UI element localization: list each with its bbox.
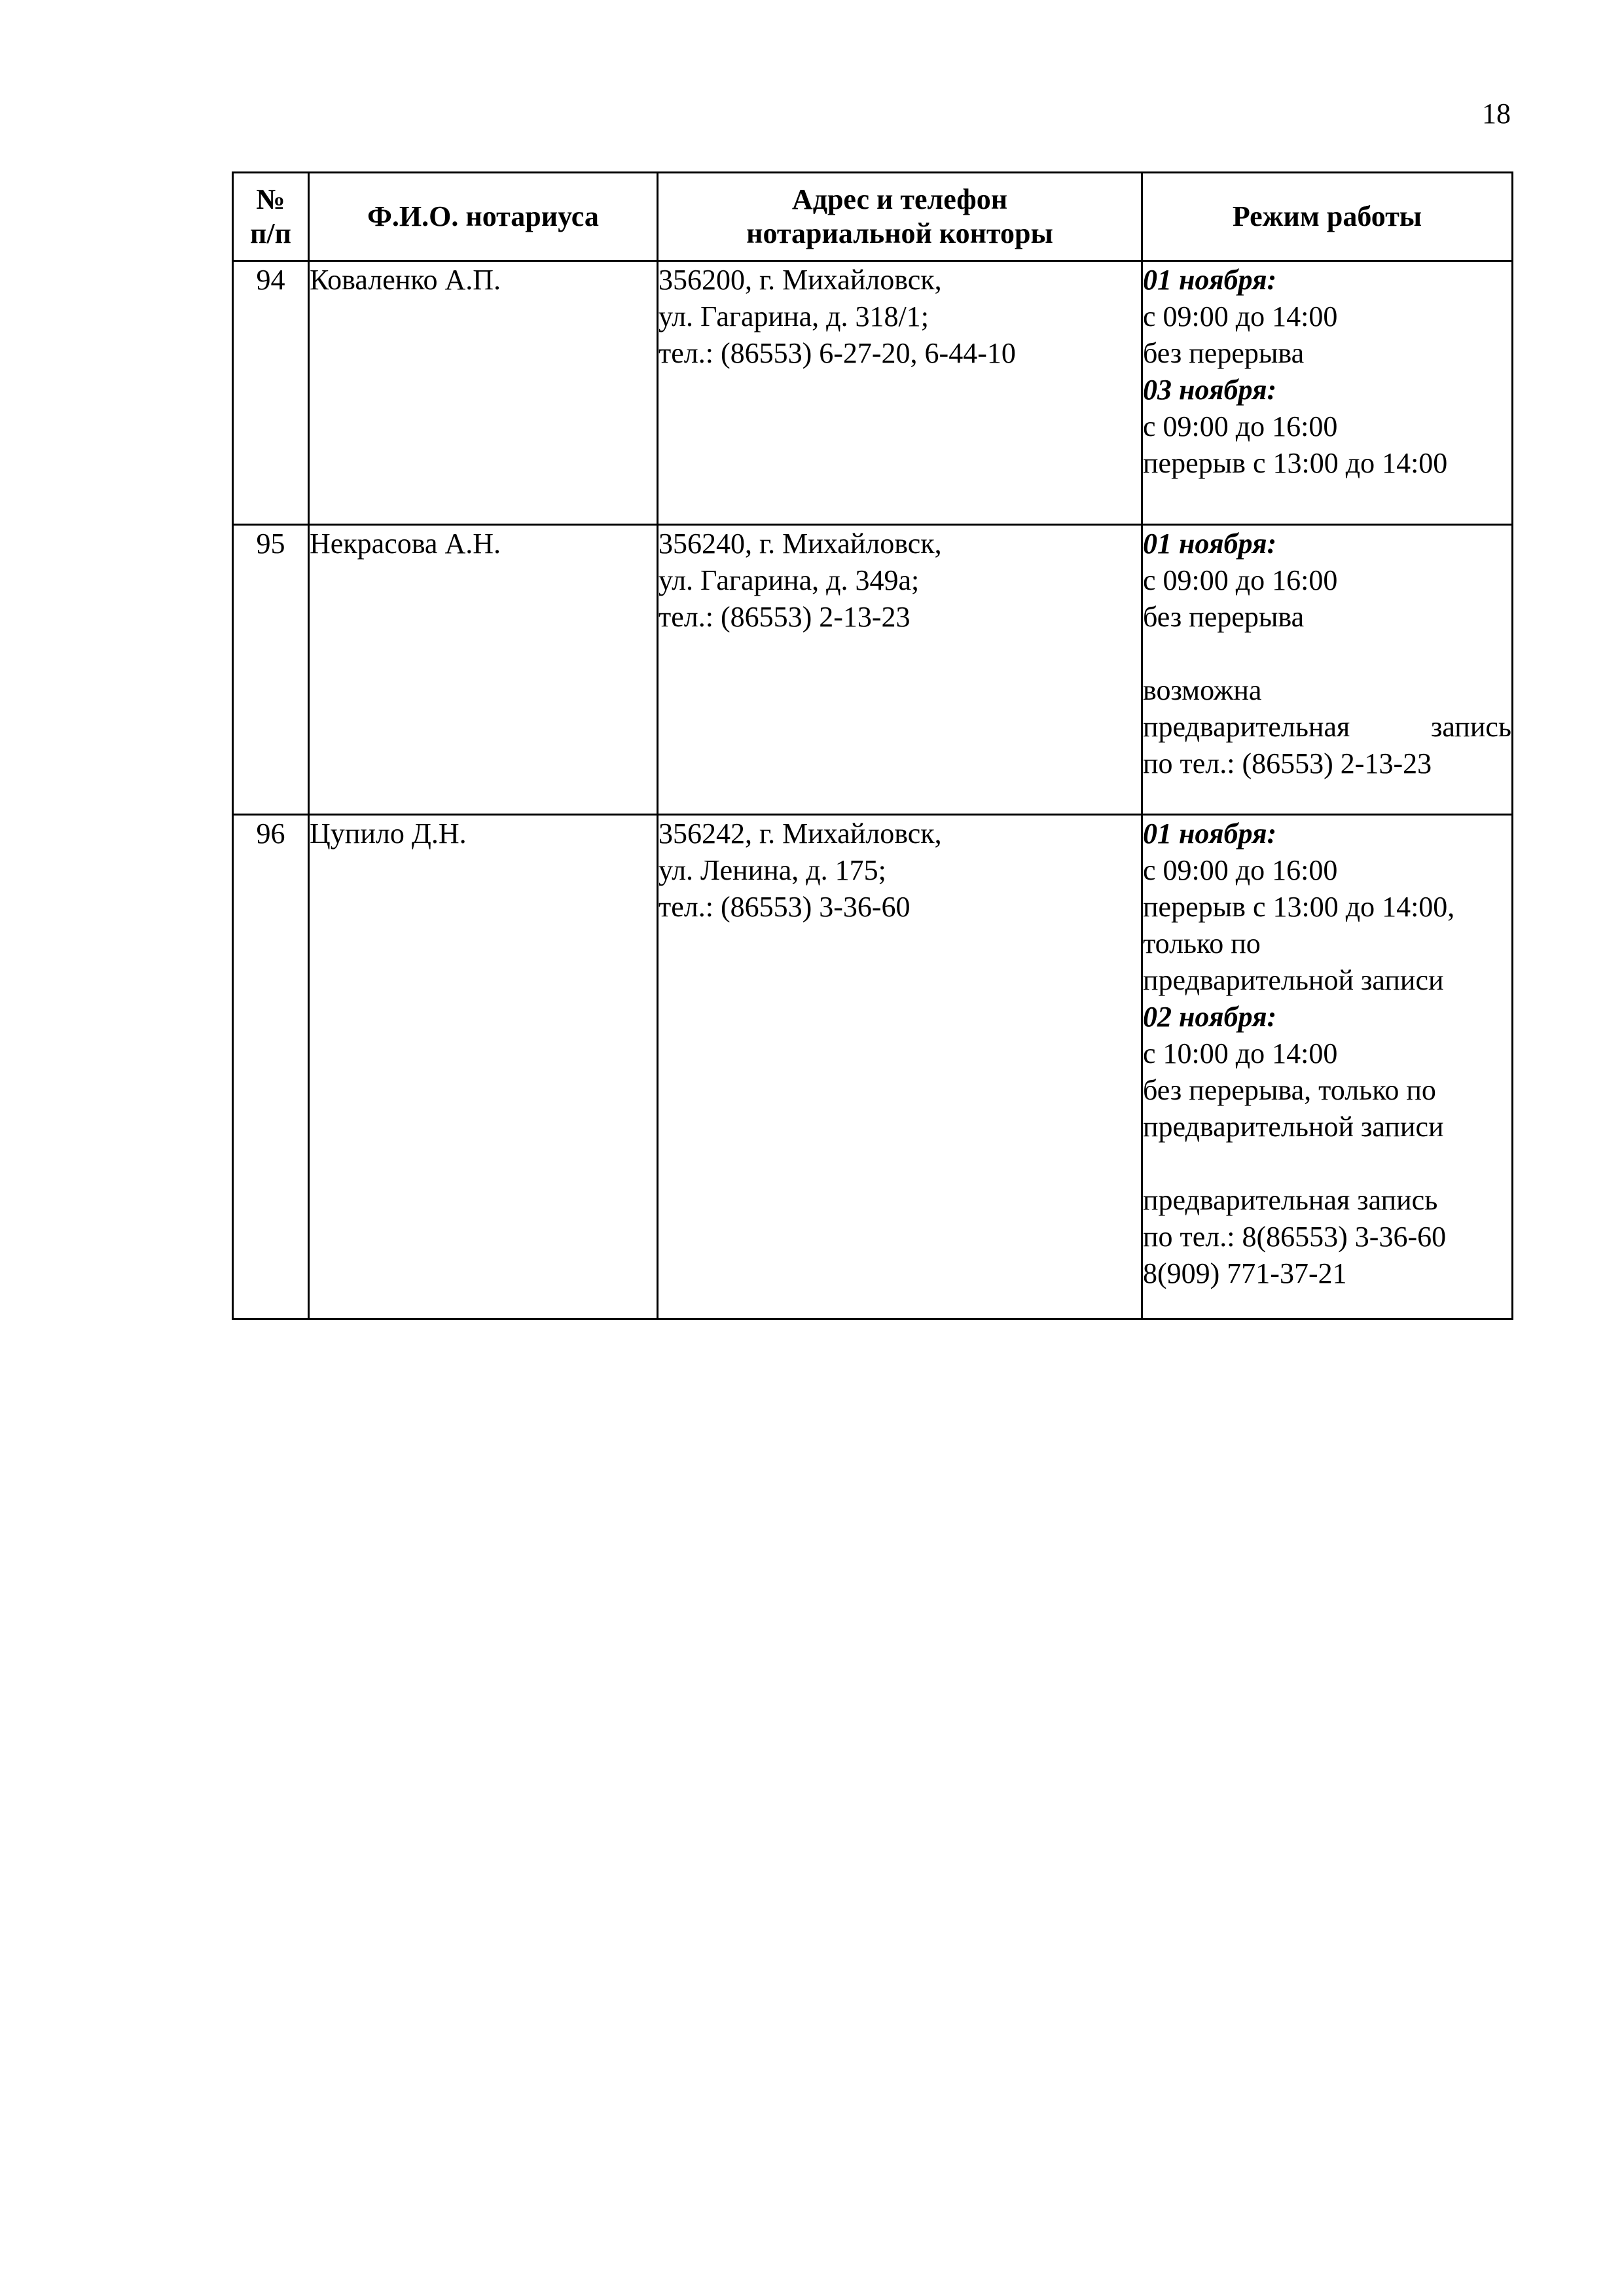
schedule-cell <box>1142 815 1513 1319</box>
address-line: ул. Гагарина, д. 318/1; <box>659 300 929 332</box>
table-row <box>233 815 1513 1319</box>
address-line: 356242, г. Михайловск, <box>659 817 942 850</box>
schedule-line: с 09:00 до 14:00 <box>1143 300 1338 332</box>
table-row <box>233 261 1513 525</box>
schedule-line: с 09:00 до 16:00 <box>1143 410 1338 442</box>
schedule-line: без перерыва <box>1143 601 1305 633</box>
appointment-note-line: предварительная запись <box>1143 1184 1438 1216</box>
schedule-date-label: 02 ноября: <box>1143 1001 1277 1033</box>
row-number-cell: 96 <box>233 815 309 1319</box>
header-notary-name <box>309 173 658 261</box>
header-address <box>658 173 1142 261</box>
header-schedule-text: Режим работы <box>1232 200 1422 232</box>
header-notary-name-text: Ф.И.О. нотариуса <box>367 200 599 232</box>
schedule-line: с 09:00 до 16:00 <box>1143 564 1338 596</box>
schedule-line: с 09:00 до 16:00 <box>1143 854 1338 886</box>
schedule-date-label: 01 ноября: <box>1143 528 1277 560</box>
appointment-phone-line: по тел.: (86553) 2-13-23 <box>1143 747 1432 780</box>
table-row <box>233 525 1513 815</box>
schedule-line: перерыв с 13:00 до 14:00, <box>1143 891 1455 923</box>
schedule-line: предварительной записи <box>1143 1111 1444 1143</box>
row-number-cell: 94 <box>233 261 309 525</box>
blank-line <box>1143 636 1511 672</box>
header-schedule <box>1142 173 1513 261</box>
schedule-line: только по <box>1143 927 1261 960</box>
row-number-cell: 95 <box>233 525 309 815</box>
schedule-line: предварительной записи <box>1143 964 1444 996</box>
schedule-line: перерыв с 13:00 до 14:00 <box>1143 447 1448 479</box>
phone-line: тел.: (86553) 2-13-23 <box>659 601 911 633</box>
header-address-line1: Адрес и телефон <box>791 183 1008 215</box>
schedule-date-label: 01 ноября: <box>1143 264 1277 296</box>
page-number: 18 <box>1482 98 1511 130</box>
notary-name-cell: Коваленко А.П. <box>309 261 658 525</box>
address-line: ул. Гагарина, д. 349а; <box>659 564 920 596</box>
header-number <box>233 173 309 261</box>
schedule-cell <box>1142 261 1513 525</box>
blank-line <box>1143 1145 1511 1182</box>
schedule-date-label: 03 ноября: <box>1143 374 1277 406</box>
header-address-line2: нотариальной конторы <box>746 217 1053 249</box>
notary-schedule-table <box>232 171 1513 1320</box>
schedule-line: без перерыва, только по <box>1143 1074 1436 1106</box>
address-line: 356200, г. Михайловск, <box>659 264 942 296</box>
table-header-row <box>233 173 1513 261</box>
notary-name-cell: Некрасова А.Н. <box>309 525 658 815</box>
schedule-line: с 10:00 до 14:00 <box>1143 1037 1338 1069</box>
notary-name-cell: Цупило Д.Н. <box>309 815 658 1319</box>
schedule-date-label: 01 ноября: <box>1143 817 1277 850</box>
address-line: 356240, г. Михайловск, <box>659 528 942 560</box>
schedule-line: без перерыва <box>1143 337 1305 369</box>
address-cell <box>658 525 1142 815</box>
address-line: ул. Ленина, д. 175; <box>659 854 886 886</box>
appointment-note-word: предварительная <box>1143 711 1350 743</box>
address-cell <box>658 261 1142 525</box>
appointment-phone-line: по тел.: 8(86553) 3-36-60 <box>1143 1221 1447 1253</box>
appointment-note-line: возможна <box>1143 674 1262 706</box>
header-number-symbol: № <box>256 183 285 215</box>
appointment-note-line <box>1143 709 1511 745</box>
appointment-note-word: запись <box>1430 711 1511 743</box>
address-cell <box>658 815 1142 1319</box>
schedule-cell <box>1142 525 1513 815</box>
header-number-abbr: п/п <box>250 217 291 249</box>
appointment-phone-line: 8(909) 771-37-21 <box>1143 1257 1347 1289</box>
phone-line: тел.: (86553) 6-27-20, 6-44-10 <box>659 337 1016 369</box>
phone-line: тел.: (86553) 3-36-60 <box>659 891 911 923</box>
